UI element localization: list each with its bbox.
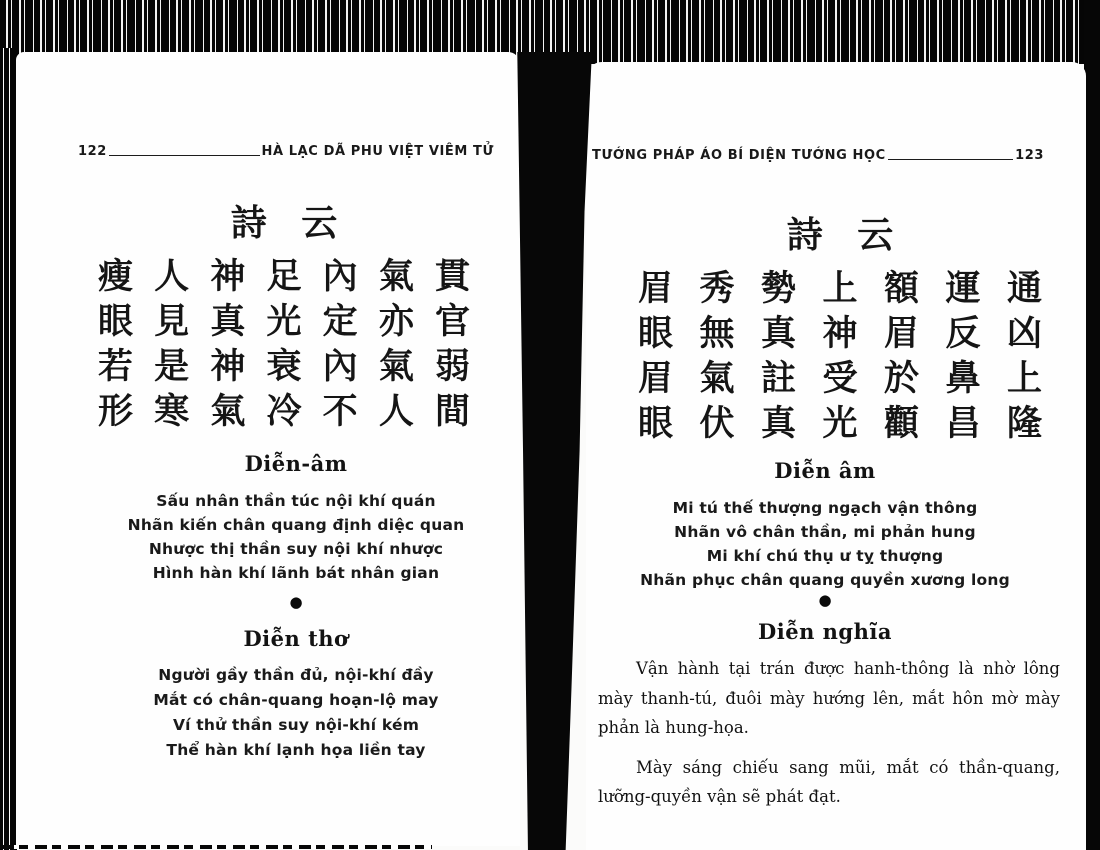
scan-bottom-edge — [2, 845, 432, 849]
section-heading-dien-nghia: Diễn nghĩa — [758, 619, 892, 644]
book-gutter-shadow — [514, 52, 596, 850]
chinese-poem — [98, 200, 470, 434]
poem-row: 若 是 神 衰 內 氣 弱 — [98, 346, 470, 387]
chinese-poem — [638, 212, 1042, 446]
running-title: HÀ LẠC DÃ PHU VIỆT VIÊM TỬ — [261, 144, 494, 159]
verse-line: Mi khí chú thụ ư tỵ thượng — [706, 547, 944, 565]
verse-line: Hình hàn khí lãnh bát nhân gian — [152, 564, 440, 582]
bullet-separator: ● — [289, 593, 303, 611]
verse-line: Ví thử thần suy nội-khí kém — [172, 716, 420, 734]
dien-nghia-prose — [598, 654, 1060, 822]
poem-title: 詩 云 — [230, 202, 338, 244]
page-header — [592, 148, 1044, 163]
header-rule — [888, 159, 1013, 160]
page-header — [78, 144, 494, 159]
verse-line: Người gầy thần đủ, nội-khí đầy — [158, 666, 434, 684]
verse-line: Thể hàn khí lạnh họa liền tay — [166, 741, 426, 759]
scan-right-edge — [1084, 0, 1100, 850]
poem-row: 瘦 人 神 足 內 氣 貫 — [98, 256, 470, 297]
dien-am-verse — [70, 489, 520, 585]
poem-row: 眉 秀 勢 上 額 運 通 — [638, 268, 1042, 309]
verse-line: Sấu nhân thần túc nội khí quán — [156, 492, 436, 510]
section-heading-dien-am: Diễn âm — [774, 458, 876, 483]
verse-line: Nhãn kiến chân quang định diệc quan — [127, 516, 465, 534]
poem-row: 形 寒 氣 冷 不 人 間 — [98, 391, 470, 432]
page-left — [16, 52, 520, 846]
poem-row: 眼 見 真 光 定 亦 官 — [98, 301, 470, 342]
section-heading-dien-am: Diễn-âm — [244, 451, 348, 476]
bullet-separator: ● — [818, 591, 832, 609]
verse-line: Mắt có chân-quang hoạn-lộ may — [153, 691, 439, 709]
poem-title: 詩 云 — [786, 214, 894, 256]
dien-tho-verse — [70, 663, 520, 763]
page-number: 123 — [1015, 148, 1044, 163]
verse-line: Mi tú thế thượng ngạch vận thông — [672, 499, 978, 517]
verse-line: Nhãn phục chân quang quyền xương long — [640, 571, 1010, 589]
poem-row: 眉 氣 註 受 於 鼻 上 — [638, 358, 1042, 399]
scan-left-edge — [0, 48, 17, 850]
page-right — [586, 62, 1086, 850]
poem-row: 眼 無 真 神 眉 反 凶 — [638, 313, 1042, 354]
section-heading-dien-tho: Diễn thơ — [243, 626, 349, 651]
verse-line: Nhược thị thần suy nội khí nhược — [148, 540, 444, 558]
dien-am-verse — [590, 496, 1060, 592]
paragraph: Mày sáng chiếu sang mũi, mắt có thần-quang, lưỡng-quyền vận sẽ phát đạt. — [598, 757, 1060, 806]
poem-row: 眼 伏 真 光 顴 昌 隆 — [638, 403, 1042, 444]
running-title: TƯỚNG PHÁP ÁO BÍ DIỆN TƯỚNG HỌC — [592, 148, 886, 163]
poem-rows — [98, 254, 470, 434]
header-rule — [109, 155, 260, 156]
page-number: 122 — [78, 144, 107, 159]
paragraph: Vận hành tại trán được hanh-thông là nhờ lông mày thanh-tú, đuôi mày hướng lên, mắt hôn mờ mày phản là hung-họa. — [598, 659, 1060, 737]
poem-rows — [638, 266, 1042, 446]
verse-line: Nhãn vô chân thần, mi phản hung — [674, 523, 976, 541]
